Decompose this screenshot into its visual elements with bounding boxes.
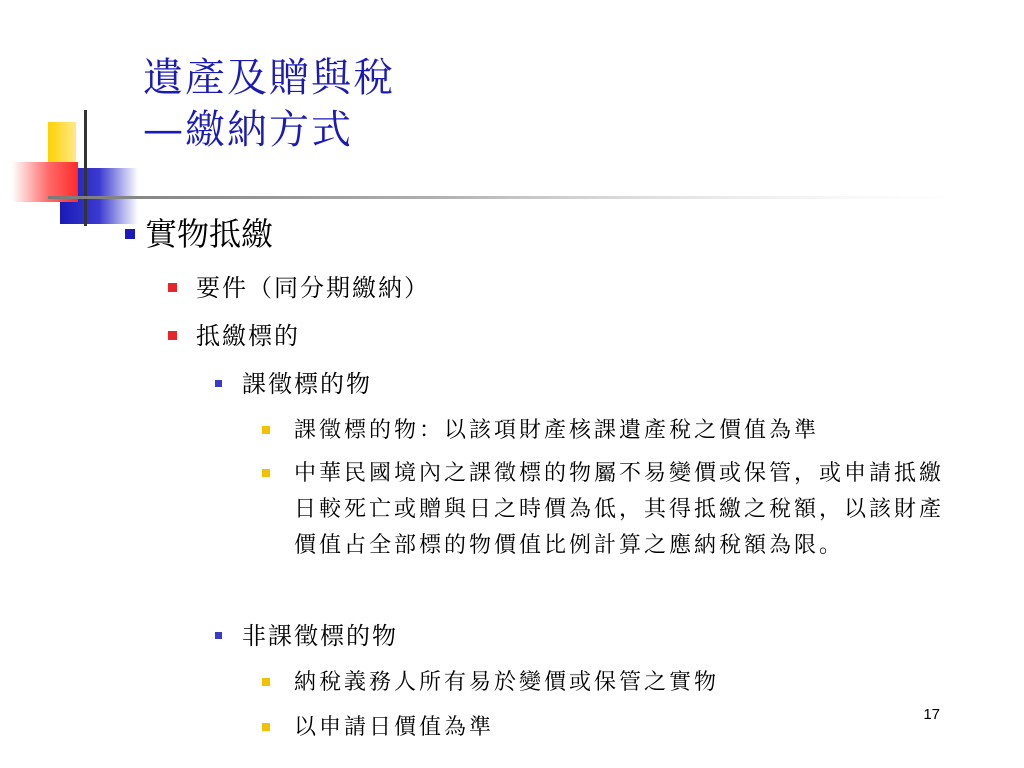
list-item bbox=[294, 413, 954, 449]
title-line-2: —繳納方式 bbox=[143, 107, 353, 153]
taxable-point-text: 中華民國境內之課徵標的物屬不易變價或保管，或申請抵繳日較死亡或贈與日之時價為低，其得抵繳之稅額，以該財產價值占全部標的物價值比例計算之應納稅額為限。 bbox=[294, 461, 945, 558]
square-bullet-icon bbox=[262, 469, 270, 477]
square-bullet-icon bbox=[215, 380, 222, 387]
square-bullet-icon bbox=[168, 283, 177, 292]
bullet-non-taxable bbox=[242, 618, 398, 654]
taxable-label: 課徵標的物 bbox=[242, 370, 372, 398]
taxable-point-text: 課徵標的物：以該項財產核課遺產稅之價值為準 bbox=[294, 418, 820, 443]
non-taxable-point-text: 納稅義務人所有易於變價或保管之實物 bbox=[294, 670, 720, 695]
bullet-requirements bbox=[196, 270, 430, 306]
slide-title bbox=[143, 52, 395, 156]
square-bullet-icon bbox=[215, 632, 222, 639]
list-item bbox=[294, 456, 954, 564]
title-line-1: 遺產及贈與稅 bbox=[143, 55, 395, 101]
list-item bbox=[294, 710, 954, 746]
square-bullet-icon bbox=[125, 229, 135, 239]
square-bullet-icon bbox=[262, 426, 270, 434]
list-item bbox=[294, 665, 954, 701]
requirements-text: 要件（同分期繳納） bbox=[196, 274, 430, 302]
subjects-text: 抵繳標的 bbox=[196, 322, 300, 350]
square-bullet-icon bbox=[262, 723, 270, 731]
bullet-subjects bbox=[196, 318, 300, 354]
square-bullet-icon bbox=[262, 678, 270, 686]
non-taxable-label: 非課徵標的物 bbox=[242, 622, 398, 650]
bullet-taxable bbox=[242, 366, 372, 402]
bullet-heading bbox=[145, 212, 273, 256]
heading-text: 實物抵繳 bbox=[145, 215, 274, 253]
square-bullet-icon bbox=[168, 331, 177, 340]
page-number: 17 bbox=[923, 706, 940, 723]
non-taxable-point-text: 以申請日價值為準 bbox=[294, 715, 495, 740]
